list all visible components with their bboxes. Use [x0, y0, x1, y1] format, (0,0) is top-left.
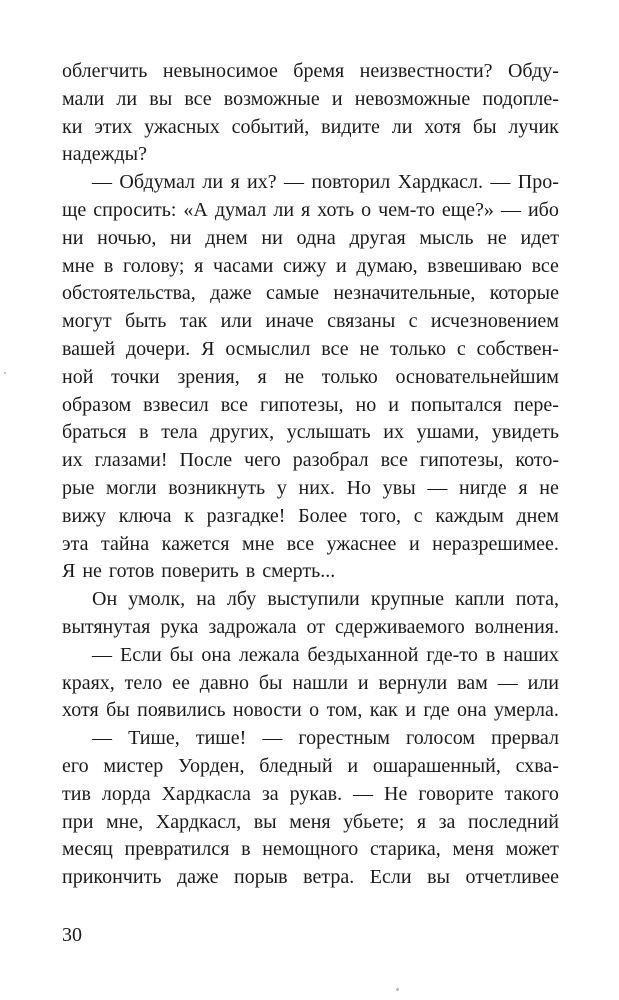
text-line: [62, 364, 559, 392]
word: хоть: [317, 198, 355, 221]
word: другая: [349, 226, 406, 249]
text-line: [62, 169, 559, 197]
word: Не: [384, 782, 408, 805]
word: Если: [119, 643, 162, 666]
word: говорите: [418, 782, 494, 805]
word: месяц: [62, 838, 113, 861]
word: браться: [62, 421, 127, 444]
word: немощного: [262, 838, 359, 861]
word: возникнуть: [168, 476, 266, 499]
word: отчетливее: [465, 866, 559, 889]
word: от: [306, 615, 326, 638]
word: все: [380, 449, 408, 472]
word: ли: [202, 171, 224, 194]
word: Хардкасл.: [397, 171, 484, 194]
word: повторил: [311, 171, 391, 194]
text-line: [62, 809, 559, 837]
word: пота,: [515, 588, 559, 611]
word: нигде: [459, 476, 507, 499]
word: их?: [247, 171, 277, 194]
word: точки: [111, 365, 160, 388]
word: не: [359, 337, 380, 360]
text-line: [62, 725, 559, 753]
word: вам: [457, 671, 488, 694]
word: событий,: [231, 115, 310, 138]
text-line: [62, 864, 559, 892]
word: их: [383, 421, 404, 444]
word: горестным: [298, 727, 390, 750]
word: сижу: [282, 254, 327, 277]
word: Обдумал: [119, 171, 195, 194]
word: при: [62, 810, 94, 833]
word: чем-то: [378, 198, 435, 221]
word: ночью,: [97, 226, 157, 249]
word: образом: [62, 393, 132, 416]
word: за: [438, 810, 456, 833]
word: тайна: [100, 532, 150, 555]
word: видите: [321, 115, 380, 138]
word: одна: [296, 226, 336, 249]
word: «А: [183, 198, 208, 221]
text-line-content: надежды?: [62, 143, 147, 166]
word: этих: [94, 115, 133, 138]
word: голосом: [405, 727, 476, 750]
word: в: [241, 838, 251, 861]
word: вы: [427, 866, 450, 889]
text-line: [62, 58, 559, 86]
word: все: [286, 532, 315, 555]
word: еще?»: [441, 198, 494, 221]
word: ли: [116, 87, 138, 110]
text-line: [62, 197, 559, 225]
word: глазами!: [94, 449, 168, 472]
word: с: [456, 337, 466, 360]
word: спросить:: [93, 198, 177, 221]
word: иначе: [265, 310, 314, 333]
word: капли: [455, 588, 505, 611]
word: думал: [214, 198, 267, 221]
word: в: [485, 643, 496, 666]
word: —: [500, 198, 521, 221]
word: она: [457, 699, 487, 722]
word: Более: [298, 504, 348, 527]
word: услышать: [286, 421, 371, 444]
word: мне: [62, 254, 95, 277]
word: давно: [199, 671, 249, 694]
word: все: [321, 337, 349, 360]
word: ключа: [118, 504, 172, 527]
word: появились: [137, 699, 226, 722]
word: ни: [62, 226, 84, 249]
word: схва-: [515, 754, 559, 777]
word: них.: [298, 476, 335, 499]
word: облегчить: [62, 60, 148, 82]
word: исчезновением: [430, 310, 559, 333]
word: Он: [92, 588, 118, 611]
word: незначительные,: [333, 282, 476, 305]
word: ветра.: [303, 866, 355, 889]
text-line-content: Я не готов поверить в смерть...: [62, 560, 336, 583]
word: ужаснее: [326, 532, 397, 555]
word: такого: [504, 782, 559, 805]
word: краях,: [62, 671, 115, 694]
word: с: [413, 504, 423, 527]
word: увы: [382, 476, 416, 499]
word: Хардкасл,: [155, 810, 242, 833]
word: хотя: [424, 115, 461, 138]
text-line: [62, 614, 559, 642]
word: хотя: [62, 699, 99, 722]
word: вы: [149, 87, 173, 110]
word: днем: [205, 226, 248, 249]
word: меня: [452, 838, 494, 861]
word: взвесил: [143, 393, 209, 416]
word: задрожала: [208, 615, 297, 638]
word: сдерживаемого: [335, 615, 465, 638]
word: тела: [161, 421, 198, 444]
word: и: [357, 671, 369, 694]
word: —: [497, 671, 518, 694]
word: думаю,: [356, 254, 418, 277]
word: После: [179, 449, 233, 472]
word: крупные: [370, 588, 445, 611]
word: ушами,: [416, 421, 480, 444]
word: новости: [232, 699, 302, 722]
word: тив: [62, 782, 91, 805]
word: могут: [62, 310, 112, 333]
text-line: [62, 419, 559, 447]
word: лежала: [238, 643, 300, 666]
word: —: [427, 476, 448, 499]
word: даже: [210, 282, 252, 305]
word: неизвестности?: [359, 60, 493, 82]
word: —: [92, 171, 112, 194]
word: взвешиваю: [427, 254, 522, 277]
word: подопле-: [482, 87, 559, 110]
word: Если: [369, 866, 412, 889]
word: невыносимое: [162, 60, 278, 82]
word: только: [389, 337, 446, 360]
word: ки: [62, 115, 83, 138]
word: ошарашенный,: [372, 754, 501, 777]
word: мистер: [103, 754, 164, 777]
word: или: [527, 671, 559, 694]
word: но: [355, 393, 377, 416]
word: ужасных: [144, 115, 220, 138]
word: убьете;: [343, 810, 405, 833]
word: бледный: [259, 754, 333, 777]
word: связаны: [327, 310, 396, 333]
word: лорда: [101, 782, 151, 805]
word: гипотезы,: [260, 393, 344, 416]
word: с: [408, 310, 418, 333]
word: гипотезы,: [419, 449, 504, 472]
word: ни: [170, 226, 192, 249]
text-line: [62, 670, 559, 698]
word: умерла.: [494, 699, 559, 722]
word: к: [184, 504, 194, 527]
word: в: [139, 421, 149, 444]
scan-speck: [396, 988, 399, 991]
word: разгадке!: [206, 504, 286, 527]
word: попытался: [410, 393, 502, 416]
word: не: [284, 365, 305, 388]
word: том,: [326, 699, 363, 722]
word: —: [92, 727, 112, 750]
word: ной: [62, 365, 94, 388]
word: могли: [106, 476, 157, 499]
word: в: [103, 254, 114, 277]
word: вытянутая: [62, 615, 151, 638]
text-line: [62, 141, 559, 169]
text-line: [62, 503, 559, 531]
word: ли: [391, 115, 413, 138]
word: о: [361, 198, 372, 221]
word: идет: [520, 226, 559, 249]
text-line: [62, 336, 559, 364]
word: так: [179, 310, 208, 333]
word: мысль: [419, 226, 474, 249]
word: мали: [62, 87, 105, 110]
word: вы: [253, 810, 277, 833]
word: кото-: [515, 449, 559, 472]
word: даже: [176, 866, 219, 889]
word: я: [257, 365, 267, 388]
text-line: [62, 308, 559, 336]
word: о: [309, 699, 320, 722]
word: —: [490, 171, 511, 194]
word: бы: [169, 643, 194, 666]
word: основательнейшим: [395, 365, 559, 388]
page-number: 30: [62, 924, 82, 946]
word: может: [505, 838, 559, 861]
word: вернули: [378, 671, 448, 694]
word: которые: [489, 282, 559, 305]
word: за: [261, 782, 279, 805]
text-line: [62, 114, 559, 142]
word: осмыслил: [225, 337, 311, 360]
word: пере-: [513, 393, 559, 416]
text-line: [62, 642, 559, 670]
word: собствен-: [476, 337, 559, 360]
word: все: [531, 254, 559, 277]
text-line: [62, 558, 559, 586]
text-line: [62, 586, 559, 614]
word: порыв: [234, 866, 288, 889]
word: и: [405, 699, 416, 722]
word: я: [416, 810, 427, 833]
word: неразрешимее.: [432, 532, 559, 555]
word: она: [201, 643, 231, 666]
word: Уорден,: [178, 754, 245, 777]
word: бы: [106, 699, 130, 722]
word: наших: [503, 643, 559, 666]
word: днем: [516, 504, 559, 527]
word: возможные: [223, 87, 320, 110]
word: ее: [172, 671, 190, 694]
word: —: [284, 171, 305, 194]
word: рукав.: [289, 782, 343, 805]
word: вижу: [62, 504, 106, 527]
word: чего: [244, 449, 281, 472]
word: обстоятельства,: [62, 282, 196, 305]
word: я: [518, 476, 528, 499]
word: меня: [289, 810, 331, 833]
word: —: [353, 782, 374, 805]
word: —: [262, 727, 283, 750]
word: Но: [346, 476, 372, 499]
word: ни: [261, 226, 283, 249]
word: зрения,: [177, 365, 240, 388]
word: Про-: [517, 171, 559, 194]
word: самые: [265, 282, 319, 305]
word: лучик: [508, 115, 559, 138]
word: Я: [201, 337, 215, 360]
word: рука: [160, 615, 199, 638]
word: выступили: [267, 588, 360, 611]
word: умолк,: [128, 588, 186, 611]
word: и: [408, 532, 420, 555]
word: бремя: [293, 60, 345, 82]
word: Тише,: [128, 727, 180, 750]
word: того,: [359, 504, 402, 527]
word: не: [487, 226, 507, 249]
word: вашей: [62, 337, 116, 360]
body-text: [62, 58, 559, 892]
word: я: [194, 254, 204, 277]
word: где: [423, 699, 450, 722]
word: тело: [124, 671, 163, 694]
text-line: [62, 225, 559, 253]
word: быть: [124, 310, 167, 333]
word: все: [184, 87, 212, 110]
word: я: [230, 171, 240, 194]
word: прервал: [491, 727, 559, 750]
word: и: [347, 754, 359, 777]
word: невозможные: [354, 87, 471, 110]
text-line: [62, 531, 559, 559]
word: Обду-: [507, 60, 559, 82]
text-line: [62, 253, 559, 281]
word: Хардкасла: [161, 782, 251, 805]
word: увидеть: [491, 421, 559, 444]
word: голову;: [123, 254, 185, 277]
word: я: [301, 198, 311, 221]
word: лбу: [226, 588, 257, 611]
word: превратился: [124, 838, 230, 861]
word: рые: [62, 476, 95, 499]
word: на: [196, 588, 216, 611]
word: старика,: [370, 838, 441, 861]
word: их: [62, 449, 83, 472]
word: и: [336, 254, 347, 277]
word: других,: [210, 421, 275, 444]
word: бы: [258, 671, 283, 694]
word: только: [321, 365, 378, 388]
word: ибо: [527, 198, 559, 221]
word: и: [331, 87, 343, 110]
word: у: [276, 476, 287, 499]
word: часами: [213, 254, 274, 277]
word: где-то: [426, 643, 478, 666]
word: ще: [62, 198, 87, 221]
word: бездыханной: [307, 643, 419, 666]
word: последний: [467, 810, 559, 833]
word: мне,: [105, 810, 144, 833]
text-line: [62, 781, 559, 809]
text-line: [62, 836, 559, 864]
word: и: [388, 393, 399, 416]
word: мне: [242, 532, 275, 555]
word: прикончить: [62, 866, 162, 889]
text-line: [62, 86, 559, 114]
text-line: [62, 447, 559, 475]
word: не: [539, 476, 559, 499]
word: нашли: [292, 671, 349, 694]
word: эта: [62, 532, 89, 555]
word: каждым: [435, 504, 504, 527]
word: или: [220, 310, 253, 333]
word: все: [220, 393, 249, 416]
word: его: [62, 754, 89, 777]
word: ли: [273, 198, 295, 221]
word: кажется: [161, 532, 230, 555]
text-line: [62, 697, 559, 725]
word: волнения.: [474, 615, 559, 638]
text-line: [62, 753, 559, 781]
word: бы: [472, 115, 497, 138]
word: дочери.: [125, 337, 191, 360]
word: как: [369, 699, 398, 722]
scan-speck: [4, 372, 6, 374]
text-line: [62, 475, 559, 503]
text-line: [62, 392, 559, 420]
word: —: [92, 643, 112, 666]
text-line: [62, 280, 559, 308]
word: разобрал: [292, 449, 369, 472]
word: тише!: [195, 727, 247, 750]
